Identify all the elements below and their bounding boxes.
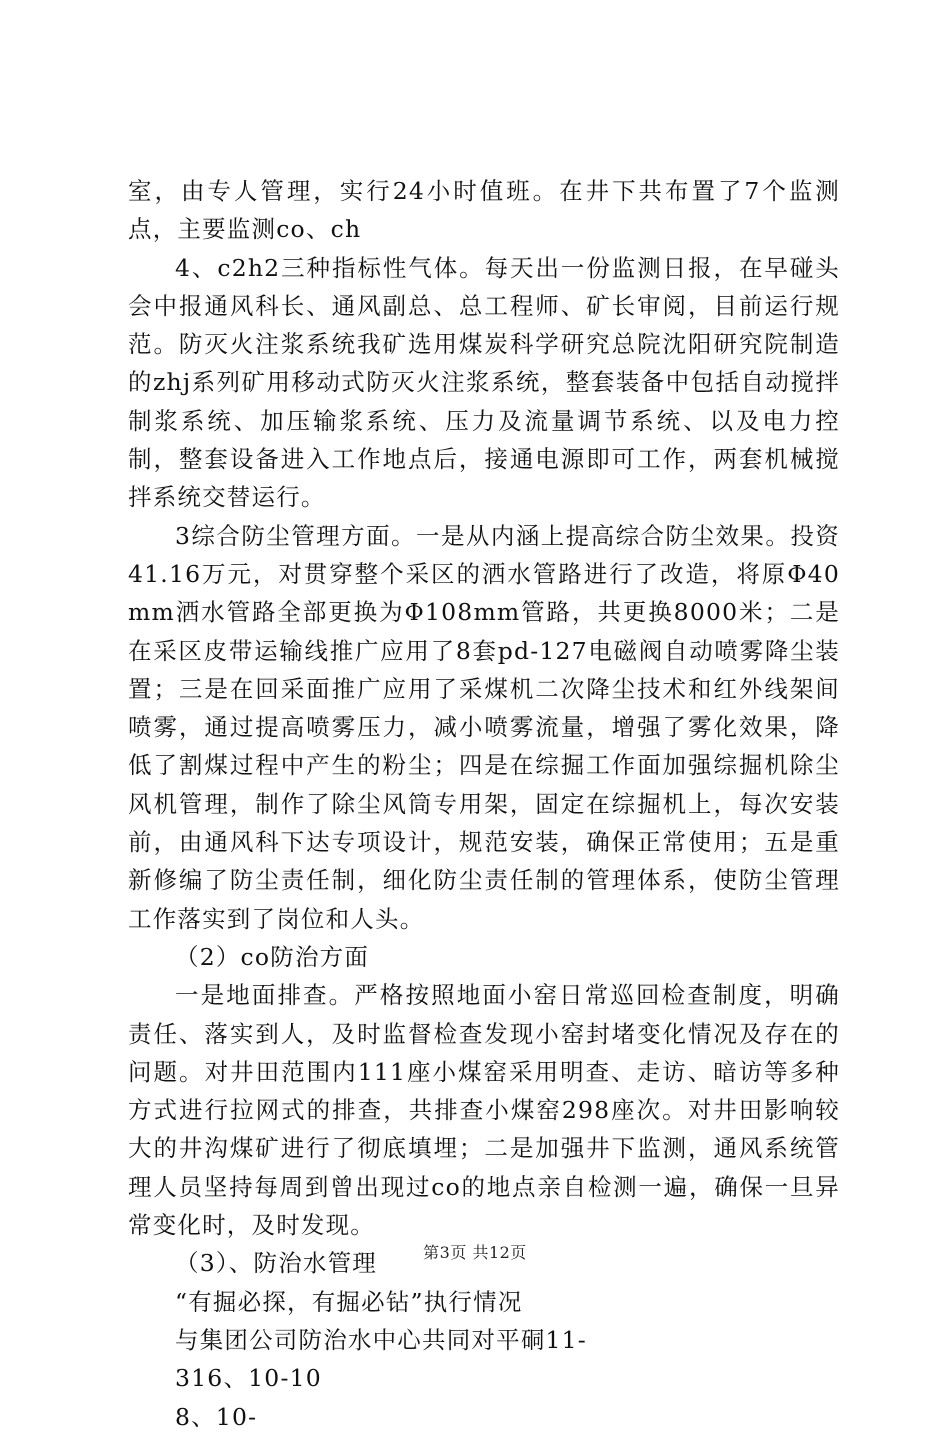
paragraph-2: 4、c2h2三种指标性气体。每天出一份监测日报，在早碰头会中报通风科长、通风副总、总工程师、矿长审阅，目前运行规范。防灭火注浆系统我矿选用煤炭科学研究总院沈阳研究院制造的zhj系列矿用移动式防灭火注浆系统，整套装备中包括自动搅拌制浆系统、加压输浆系统、压力及流量调节系统、以及电力控制，整套设备进入工作地点后，接通电源即可工作，两套机械搅拌系统交替运行。: [128, 253, 840, 512]
paragraph-9: 316、10-10: [175, 1364, 322, 1393]
paragraph-3: 3综合防尘管理方面。一是从内涵上提高综合防尘效果。投资41.16万元，对贯穿整个采区的洒水管路进行了改造，将原Φ40mm洒水管路全部更换为Φ108mm管路，共更换8000米；二是在采区皮带运输线推广应用了8套pd-127电磁阀自动喷雾降尘装置；三是在回采面推广应用了采煤机二次降尘技术和红外线架间喷雾，通过提高喷雾压力，减小喷雾流量，增强了雾化效果，降低了割煤过程中产生的粉尘；四是在综掘工作面加强综掘机除尘风机管理，制作了除尘风筒专用架，固定在综掘机上，每次安装前，由通风科下达专项设计，规范安装，确保正常使用；五是重新修编了防尘责任制，细化防尘责任制的管理体系，使防尘管理工作落实到了岗位和人头。: [128, 521, 840, 933]
paragraph-10: 8、10-: [175, 1402, 258, 1431]
page-footer: 第3页 共12页: [423, 1243, 527, 1262]
section-heading-water: （3）、防治水管理: [175, 1249, 378, 1278]
paragraph-7: “有掘必探，有掘必钻”执行情况: [175, 1287, 523, 1316]
section-heading-co: （2）co防治方面: [175, 942, 370, 971]
paragraph-1: 室，由专人管理，实行24小时值班。在井下共布置了7个监测点，主要监测co、ch: [128, 177, 840, 244]
paragraph-5: 一是地面排查。严格按照地面小窑日常巡回检查制度，明确责任、落实到人，及时监督检查发现小窑封堵变化情况及存在的问题。对井田范围内111座小煤窑采用明查、走访、暗访等多种方式进行拉网式的排查，共排查小煤窑298座次。对井田影响较大的井沟煤矿进行了彻底填埋；二是加强井下监测，通风系统管理人员坚持每周到曾出现过co的地点亲自检测一遍，确保一旦异常变化时，及时发现。: [128, 981, 840, 1240]
paragraph-8: 与集团公司防治水中心共同对平硐11-: [175, 1325, 587, 1354]
